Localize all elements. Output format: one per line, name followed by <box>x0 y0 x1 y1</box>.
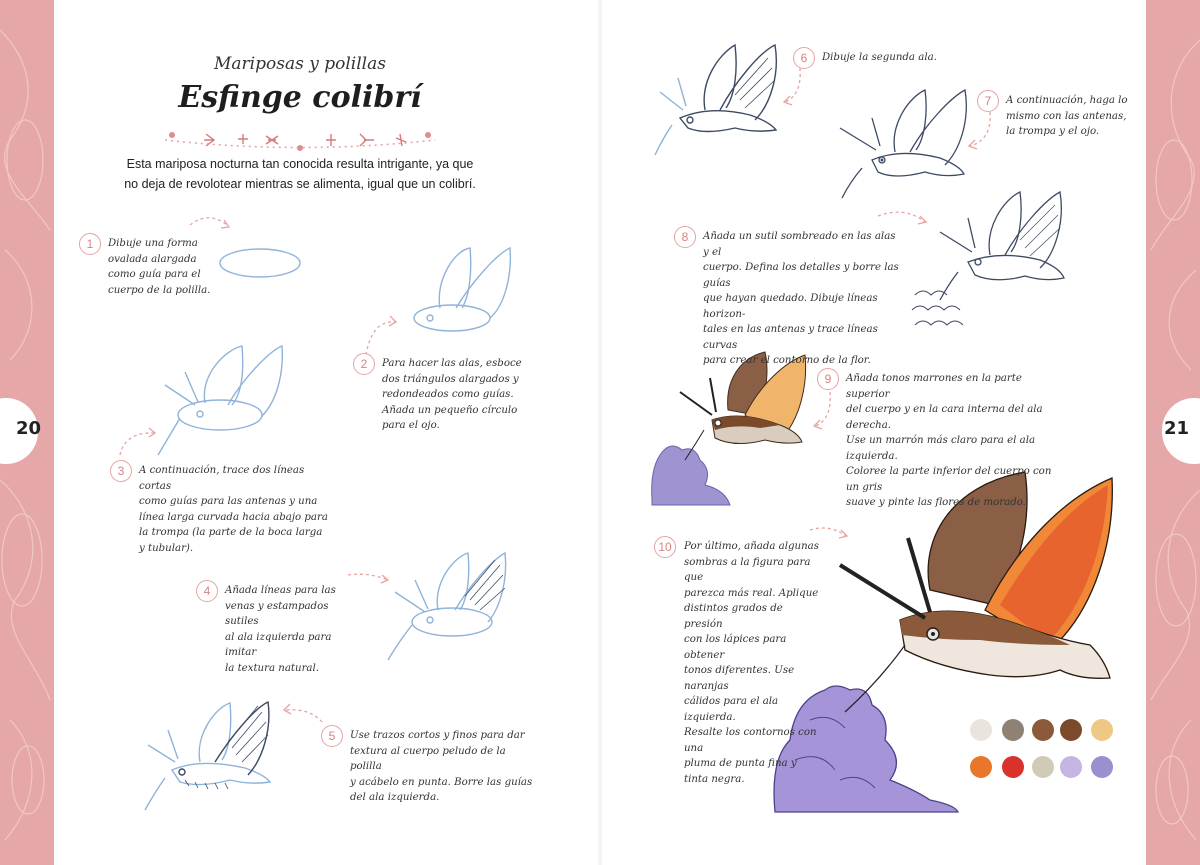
intro-text: Esta mariposa nocturna tan conocida resulta intrigante, ya que no deja de revolotear mientras se alimenta, igual que un colibrí. <box>124 157 476 191</box>
swatch-9 <box>1060 756 1082 778</box>
step-text: Añada un sutil sombreado en las alas y el cuerpo. Defina los detalles y borre las guías que hayan quedado. Dibuje líneas horizon- tales en las antenas y trace líneas curvas para crear el contorno de la flor. <box>703 231 899 366</box>
right-page-number: 21 <box>1164 418 1190 439</box>
swatch-10 <box>1091 756 1113 778</box>
step-number-badge: 7 <box>977 90 999 112</box>
page-title: Esfinge colibrí <box>178 80 422 115</box>
swatch-8 <box>1032 756 1054 778</box>
step-number-badge: 2 <box>353 353 375 375</box>
decorative-divider <box>165 132 435 151</box>
swatch-4 <box>1060 719 1082 741</box>
intro-paragraph <box>110 154 490 194</box>
swatch-5 <box>1091 719 1113 741</box>
step-text: Dibuje la segunda ala. <box>822 52 937 63</box>
section-subtitle: Mariposas y polillas <box>214 54 386 74</box>
step1-sketch <box>220 249 300 277</box>
step2-sketch <box>414 248 510 331</box>
step-text: Añada tonos marrones en la parte superior del cuerpo y en la cara interna del ala derecha. Use un marrón más claro para el ala izquierda. Coloree la parte inferior del cuerpo con un gris suave y pinte las flores de morado. <box>846 373 1052 508</box>
step-text: Añada líneas para las venas y estampados sutiles al ala izquierda para imitar la textura natural. <box>225 585 336 674</box>
swatch-2 <box>1002 719 1024 741</box>
left-page-number: 20 <box>16 418 42 439</box>
step-text: Para hacer las alas, esboce dos triángulos alargados y redondeados como guías. Añada un pequeño círculo para el ojo. <box>382 358 522 431</box>
swatch-3 <box>1032 719 1054 741</box>
step-text: Use trazos cortos y finos para dar textura al cuerpo peludo de la polilla y acábelo en punta. Borre las guías del ala izquierda. <box>350 730 533 803</box>
step10-illustration <box>774 472 1112 812</box>
step-number-badge: 5 <box>321 725 343 747</box>
step-text: Por último, añada algunas sombras a la figura para que parezca más real. Aplique distintos grados de presión con los lápices para obtener tonos diferentes. Use naranjas cálidos para el ala izquierda. Resalte los contornos con una pluma de punta fina y tinta negra. <box>684 541 819 785</box>
palette-swatches <box>970 719 1113 778</box>
swatch-1 <box>970 719 992 741</box>
step6-sketch <box>655 45 776 155</box>
step-number-badge: 8 <box>674 226 696 248</box>
step-number-badge: 4 <box>196 580 218 602</box>
step-text: Dibuje una forma ovalada alargada como guía para el cuerpo de la polilla. <box>108 238 211 296</box>
step-number-badge: 9 <box>817 368 839 390</box>
swatch-7 <box>1002 756 1024 778</box>
swatch-6 <box>970 756 992 778</box>
step-number-badge: 1 <box>79 233 101 255</box>
step8-sketch <box>912 192 1064 325</box>
step4-sketch <box>388 553 506 660</box>
step7-sketch <box>840 90 966 198</box>
step-text: A continuación, trace dos líneas cortas como guías para las antenas y una línea larga curvada hacia abajo para la trompa (la parte de la boca larga y tubular). <box>139 465 328 554</box>
step5-sketch <box>145 702 270 810</box>
step-number-badge: 10 <box>654 536 676 558</box>
step-number-badge: 6 <box>793 47 815 69</box>
step3-sketch <box>158 346 282 455</box>
step-number-badge: 3 <box>110 460 132 482</box>
step9-illustration <box>652 352 806 505</box>
step-text: A continuación, haga lo mismo con las antenas, la trompa y el ojo. <box>1006 95 1128 137</box>
